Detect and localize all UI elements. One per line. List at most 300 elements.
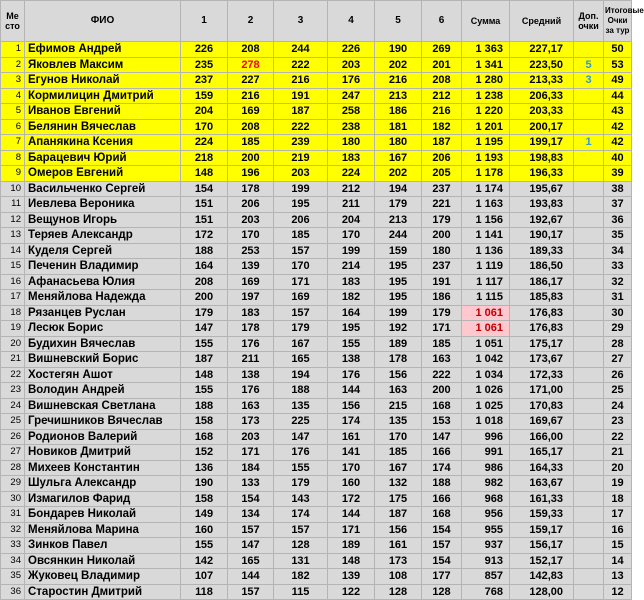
game-6-score: 153 — [422, 414, 462, 430]
game-4-score: 214 — [328, 259, 375, 275]
game-6-score: 179 — [422, 212, 462, 228]
game-6-score: 179 — [422, 305, 462, 321]
player-name-cell: Измагилов Фарид — [25, 491, 181, 507]
game-6-score: 163 — [422, 352, 462, 368]
game-6-score: 171 — [422, 321, 462, 337]
table-row — [1, 290, 632, 306]
game-1-score: 179 — [181, 305, 228, 321]
game-4-score: 176 — [328, 367, 375, 383]
place-cell: 21 — [1, 352, 25, 368]
player-name-cell: Ефимов Андрей — [25, 42, 181, 58]
game-3-score: 115 — [274, 584, 328, 600]
bonus-points-cell — [574, 352, 604, 368]
bonus-points-cell — [574, 491, 604, 507]
game-1-score: 151 — [181, 212, 228, 228]
table-row — [1, 212, 632, 228]
table-row — [1, 259, 632, 275]
game-1-score: 148 — [181, 367, 228, 383]
place-cell: 35 — [1, 569, 25, 585]
place-cell: 10 — [1, 181, 25, 197]
game-4-score: 183 — [328, 150, 375, 166]
player-name-cell: Хостегян Ашот — [25, 367, 181, 383]
tour-points-cell: 29 — [604, 321, 632, 337]
average-cell: 165,17 — [510, 445, 574, 461]
game-5-score: 167 — [375, 150, 422, 166]
sum-cell: 1 115 — [462, 290, 510, 306]
player-name-cell: Барацевич Юрий — [25, 150, 181, 166]
sum-cell: 1 193 — [462, 150, 510, 166]
bonus-points-cell — [574, 367, 604, 383]
table-row — [1, 352, 632, 368]
game-4-score: 204 — [328, 212, 375, 228]
game-5-score: 180 — [375, 135, 422, 151]
game-3-score: 167 — [274, 336, 328, 352]
header-game-1: 1 — [181, 1, 228, 42]
header-row — [1, 1, 632, 42]
game-5-score: 213 — [375, 88, 422, 104]
header-bonus: Доп. очки — [574, 1, 604, 42]
game-5-score: 156 — [375, 367, 422, 383]
game-2-score: 163 — [228, 398, 274, 414]
player-name-cell: Новиков Дмитрий — [25, 445, 181, 461]
place-cell: 29 — [1, 476, 25, 492]
game-2-score: 208 — [228, 42, 274, 58]
bonus-points-cell — [574, 445, 604, 461]
tour-points-cell: 40 — [604, 150, 632, 166]
game-3-score: 182 — [274, 569, 328, 585]
sum-cell: 768 — [462, 584, 510, 600]
place-cell: 1 — [1, 42, 25, 58]
sum-cell: 913 — [462, 553, 510, 569]
game-3-score: 194 — [274, 367, 328, 383]
tour-points-cell: 22 — [604, 429, 632, 445]
game-3-score: 244 — [274, 42, 328, 58]
player-name-cell: Меняйлова Марина — [25, 522, 181, 538]
game-5-score: 167 — [375, 460, 422, 476]
game-4-score: 144 — [328, 383, 375, 399]
average-cell: 195,67 — [510, 181, 574, 197]
game-6-score: 191 — [422, 274, 462, 290]
place-cell: 28 — [1, 460, 25, 476]
table-row — [1, 538, 632, 554]
table-row — [1, 445, 632, 461]
bonus-points-cell — [574, 414, 604, 430]
average-cell: 200,17 — [510, 119, 574, 135]
player-name-cell: Овсянкин Николай — [25, 553, 181, 569]
place-cell: 2 — [1, 57, 25, 73]
tour-points-cell: 23 — [604, 414, 632, 430]
player-name-cell: Васильченко Сергей — [25, 181, 181, 197]
game-4-score: 226 — [328, 42, 375, 58]
game-1-score: 218 — [181, 150, 228, 166]
bonus-points-cell — [574, 42, 604, 58]
bonus-points-cell — [574, 243, 604, 259]
game-5-score: 213 — [375, 212, 422, 228]
game-5-score: 161 — [375, 538, 422, 554]
average-cell: 142,83 — [510, 569, 574, 585]
place-cell: 8 — [1, 150, 25, 166]
game-5-score: 202 — [375, 166, 422, 182]
bonus-points-cell — [574, 336, 604, 352]
game-2-score: 138 — [228, 367, 274, 383]
header-game-4: 4 — [328, 1, 375, 42]
place-cell: 4 — [1, 88, 25, 104]
bonus-points-cell — [574, 383, 604, 399]
sum-cell: 1 026 — [462, 383, 510, 399]
game-3-score: 199 — [274, 181, 328, 197]
table-row — [1, 491, 632, 507]
game-4-score: 258 — [328, 104, 375, 120]
sum-cell: 1 117 — [462, 274, 510, 290]
game-6-score: 157 — [422, 538, 462, 554]
tour-points-cell: 15 — [604, 538, 632, 554]
header-average: Средний — [510, 1, 574, 42]
game-1-score: 155 — [181, 336, 228, 352]
game-4-score: 160 — [328, 476, 375, 492]
sum-cell: 937 — [462, 538, 510, 554]
tour-points-cell: 44 — [604, 88, 632, 104]
tour-points-cell: 35 — [604, 228, 632, 244]
player-name-cell: Кормилицин Дмитрий — [25, 88, 181, 104]
place-cell: 33 — [1, 538, 25, 554]
sum-cell: 968 — [462, 491, 510, 507]
game-5-score: 135 — [375, 414, 422, 430]
game-5-score: 195 — [375, 290, 422, 306]
game-5-score: 185 — [375, 445, 422, 461]
bonus-points-cell — [574, 88, 604, 104]
sum-cell: 956 — [462, 507, 510, 523]
tour-points-cell: 31 — [604, 290, 632, 306]
game-4-score: 174 — [328, 414, 375, 430]
game-3-score: 135 — [274, 398, 328, 414]
tour-points-cell: 30 — [604, 305, 632, 321]
tour-points-cell: 33 — [604, 259, 632, 275]
game-2-score: 139 — [228, 259, 274, 275]
table-row — [1, 135, 632, 151]
game-5-score: 187 — [375, 507, 422, 523]
game-2-score: 178 — [228, 181, 274, 197]
game-2-score: 157 — [228, 522, 274, 538]
game-2-score: 170 — [228, 228, 274, 244]
table-row — [1, 553, 632, 569]
game-5-score: 170 — [375, 429, 422, 445]
table-row — [1, 150, 632, 166]
game-4-score: 141 — [328, 445, 375, 461]
game-2-score: 134 — [228, 507, 274, 523]
place-cell: 22 — [1, 367, 25, 383]
game-3-score: 131 — [274, 553, 328, 569]
game-4-score: 183 — [328, 274, 375, 290]
player-name-cell: Иевлева Вероника — [25, 197, 181, 213]
game-5-score: 128 — [375, 584, 422, 600]
place-cell: 34 — [1, 553, 25, 569]
game-4-score: 170 — [328, 228, 375, 244]
average-cell: 192,67 — [510, 212, 574, 228]
game-5-score: 216 — [375, 73, 422, 89]
game-6-score: 237 — [422, 181, 462, 197]
average-cell: 190,17 — [510, 228, 574, 244]
game-6-score: 222 — [422, 367, 462, 383]
game-3-score: 206 — [274, 212, 328, 228]
game-3-score: 239 — [274, 135, 328, 151]
game-6-score: 212 — [422, 88, 462, 104]
average-cell: 164,33 — [510, 460, 574, 476]
tour-points-cell: 26 — [604, 367, 632, 383]
bonus-points-cell — [574, 538, 604, 554]
game-4-score: 144 — [328, 507, 375, 523]
player-name-cell: Вещунов Игорь — [25, 212, 181, 228]
game-3-score: 179 — [274, 476, 328, 492]
average-cell: 176,83 — [510, 321, 574, 337]
place-cell: 19 — [1, 321, 25, 337]
game-4-score: 247 — [328, 88, 375, 104]
game-5-score: 199 — [375, 305, 422, 321]
game-5-score: 178 — [375, 352, 422, 368]
average-cell: 152,17 — [510, 553, 574, 569]
sum-cell: 1 061 — [462, 305, 510, 321]
player-name-cell: Родионов Валерий — [25, 429, 181, 445]
player-name-cell: Володин Андрей — [25, 383, 181, 399]
average-cell: 172,33 — [510, 367, 574, 383]
game-4-score: 148 — [328, 553, 375, 569]
game-6-score: 216 — [422, 104, 462, 120]
game-4-score: 155 — [328, 336, 375, 352]
game-5-score: 215 — [375, 398, 422, 414]
game-6-score: 154 — [422, 553, 462, 569]
game-6-score: 187 — [422, 135, 462, 151]
place-cell: 25 — [1, 414, 25, 430]
game-1-score: 158 — [181, 414, 228, 430]
tour-points-cell: 32 — [604, 274, 632, 290]
table-row — [1, 42, 632, 58]
tour-points-cell: 13 — [604, 569, 632, 585]
sum-cell: 1 238 — [462, 88, 510, 104]
average-cell: 163,67 — [510, 476, 574, 492]
game-3-score: 187 — [274, 104, 328, 120]
game-1-score: 159 — [181, 88, 228, 104]
average-cell: 175,17 — [510, 336, 574, 352]
bonus-points-cell — [574, 104, 604, 120]
game-4-score: 180 — [328, 135, 375, 151]
tour-points-cell: 28 — [604, 336, 632, 352]
average-cell: 170,83 — [510, 398, 574, 414]
tour-points-cell: 39 — [604, 166, 632, 182]
game-6-score: 221 — [422, 197, 462, 213]
game-2-score: 216 — [228, 88, 274, 104]
sum-cell: 1 119 — [462, 259, 510, 275]
place-cell: 5 — [1, 104, 25, 120]
game-4-score: 156 — [328, 398, 375, 414]
game-6-score: 237 — [422, 259, 462, 275]
game-3-score: 191 — [274, 88, 328, 104]
sum-cell: 1 195 — [462, 135, 510, 151]
tour-points-cell: 37 — [604, 197, 632, 213]
game-1-score: 136 — [181, 460, 228, 476]
game-4-score: 224 — [328, 166, 375, 182]
game-5-score: 179 — [375, 197, 422, 213]
player-name-cell: Печенин Владимир — [25, 259, 181, 275]
player-name-cell: Вишневский Борис — [25, 352, 181, 368]
place-cell: 12 — [1, 212, 25, 228]
average-cell: 203,33 — [510, 104, 574, 120]
game-6-score: 188 — [422, 476, 462, 492]
game-4-score: 189 — [328, 538, 375, 554]
game-1-score: 107 — [181, 569, 228, 585]
game-3-score: 216 — [274, 73, 328, 89]
player-name-cell: Яковлев Максим — [25, 57, 181, 73]
game-3-score: 219 — [274, 150, 328, 166]
sum-cell: 1 178 — [462, 166, 510, 182]
game-6-score: 206 — [422, 150, 462, 166]
table-row — [1, 228, 632, 244]
bonus-points-cell — [574, 197, 604, 213]
game-4-score: 238 — [328, 119, 375, 135]
game-1-score: 154 — [181, 181, 228, 197]
tour-points-cell: 53 — [604, 57, 632, 73]
game-5-score: 163 — [375, 383, 422, 399]
tour-points-cell: 14 — [604, 553, 632, 569]
table-row — [1, 383, 632, 399]
player-name-cell: Зинков Павел — [25, 538, 181, 554]
bonus-points-cell — [574, 398, 604, 414]
game-2-score: 253 — [228, 243, 274, 259]
game-3-score: 157 — [274, 305, 328, 321]
game-4-score: 161 — [328, 429, 375, 445]
game-2-score: 185 — [228, 135, 274, 151]
player-name-cell: Меняйлова Надежда — [25, 290, 181, 306]
table-row — [1, 584, 632, 600]
sum-cell: 1 363 — [462, 42, 510, 58]
average-cell: 128,00 — [510, 584, 574, 600]
bonus-points-cell — [574, 181, 604, 197]
sum-cell: 1 163 — [462, 197, 510, 213]
tour-points-cell: 50 — [604, 42, 632, 58]
bonus-points-cell — [574, 460, 604, 476]
game-1-score: 118 — [181, 584, 228, 600]
bonus-points-cell — [574, 476, 604, 492]
game-3-score: 174 — [274, 507, 328, 523]
player-name-cell: Лесюк Борис — [25, 321, 181, 337]
game-2-score: 197 — [228, 290, 274, 306]
place-cell: 23 — [1, 383, 25, 399]
table-row — [1, 476, 632, 492]
game-1-score: 200 — [181, 290, 228, 306]
average-cell: 159,17 — [510, 522, 574, 538]
tour-points-cell: 25 — [604, 383, 632, 399]
game-4-score: 172 — [328, 491, 375, 507]
place-cell: 11 — [1, 197, 25, 213]
game-1-score: 170 — [181, 119, 228, 135]
game-2-score: 211 — [228, 352, 274, 368]
tour-points-cell: 18 — [604, 491, 632, 507]
game-4-score: 139 — [328, 569, 375, 585]
bonus-points-cell — [574, 569, 604, 585]
sum-cell: 1 042 — [462, 352, 510, 368]
game-1-score: 224 — [181, 135, 228, 151]
tour-points-cell: 38 — [604, 181, 632, 197]
game-2-score: 178 — [228, 321, 274, 337]
game-1-score: 148 — [181, 166, 228, 182]
header-game-6: 6 — [422, 1, 462, 42]
game-4-score: 195 — [328, 321, 375, 337]
game-1-score: 237 — [181, 73, 228, 89]
sum-cell: 991 — [462, 445, 510, 461]
game-6-score: 166 — [422, 491, 462, 507]
average-cell: 198,83 — [510, 150, 574, 166]
game-3-score: 176 — [274, 445, 328, 461]
game-5-score: 181 — [375, 119, 422, 135]
game-3-score: 170 — [274, 259, 328, 275]
game-5-score: 189 — [375, 336, 422, 352]
place-cell: 24 — [1, 398, 25, 414]
game-1-score: 226 — [181, 42, 228, 58]
average-cell: 227,17 — [510, 42, 574, 58]
game-2-score: 176 — [228, 383, 274, 399]
game-1-score: 152 — [181, 445, 228, 461]
game-3-score: 179 — [274, 321, 328, 337]
place-cell: 17 — [1, 290, 25, 306]
bonus-points-cell — [574, 429, 604, 445]
header-points: Итоговые Очки за тур — [604, 1, 632, 42]
bonus-points-cell: 3 — [574, 73, 604, 89]
table-row — [1, 57, 632, 73]
bonus-points-cell — [574, 259, 604, 275]
game-1-score: 147 — [181, 321, 228, 337]
game-1-score: 149 — [181, 507, 228, 523]
game-4-score: 212 — [328, 181, 375, 197]
game-3-score: 143 — [274, 491, 328, 507]
game-4-score: 203 — [328, 57, 375, 73]
game-5-score: 202 — [375, 57, 422, 73]
tour-points-cell: 12 — [604, 584, 632, 600]
table-row — [1, 274, 632, 290]
sum-cell: 1 051 — [462, 336, 510, 352]
place-cell: 20 — [1, 336, 25, 352]
place-cell: 30 — [1, 491, 25, 507]
game-2-score: 278 — [228, 57, 274, 73]
game-3-score: 169 — [274, 290, 328, 306]
game-2-score: 227 — [228, 73, 274, 89]
game-6-score: 200 — [422, 383, 462, 399]
game-2-score: 206 — [228, 197, 274, 213]
game-2-score: 133 — [228, 476, 274, 492]
game-6-score: 154 — [422, 522, 462, 538]
tour-points-cell: 19 — [604, 476, 632, 492]
game-4-score: 176 — [328, 73, 375, 89]
sum-cell: 1 061 — [462, 321, 510, 337]
average-cell: 223,50 — [510, 57, 574, 73]
place-cell: 32 — [1, 522, 25, 538]
player-name-cell: Гречишников Вячеслав — [25, 414, 181, 430]
sum-cell: 1 018 — [462, 414, 510, 430]
header-sum: Сумма — [462, 1, 510, 42]
game-1-score: 187 — [181, 352, 228, 368]
place-cell: 13 — [1, 228, 25, 244]
sum-cell: 1 141 — [462, 228, 510, 244]
place-cell: 6 — [1, 119, 25, 135]
player-name-cell: Вишневская Светлана — [25, 398, 181, 414]
table-row — [1, 398, 632, 414]
average-cell: 186,17 — [510, 274, 574, 290]
game-5-score: 195 — [375, 274, 422, 290]
table-body — [1, 42, 632, 600]
bonus-points-cell — [574, 290, 604, 306]
bonus-points-cell — [574, 274, 604, 290]
header-place: Ме сто — [1, 1, 25, 42]
game-4-score: 164 — [328, 305, 375, 321]
player-name-cell: Апанякина Ксения — [25, 135, 181, 151]
game-4-score: 182 — [328, 290, 375, 306]
